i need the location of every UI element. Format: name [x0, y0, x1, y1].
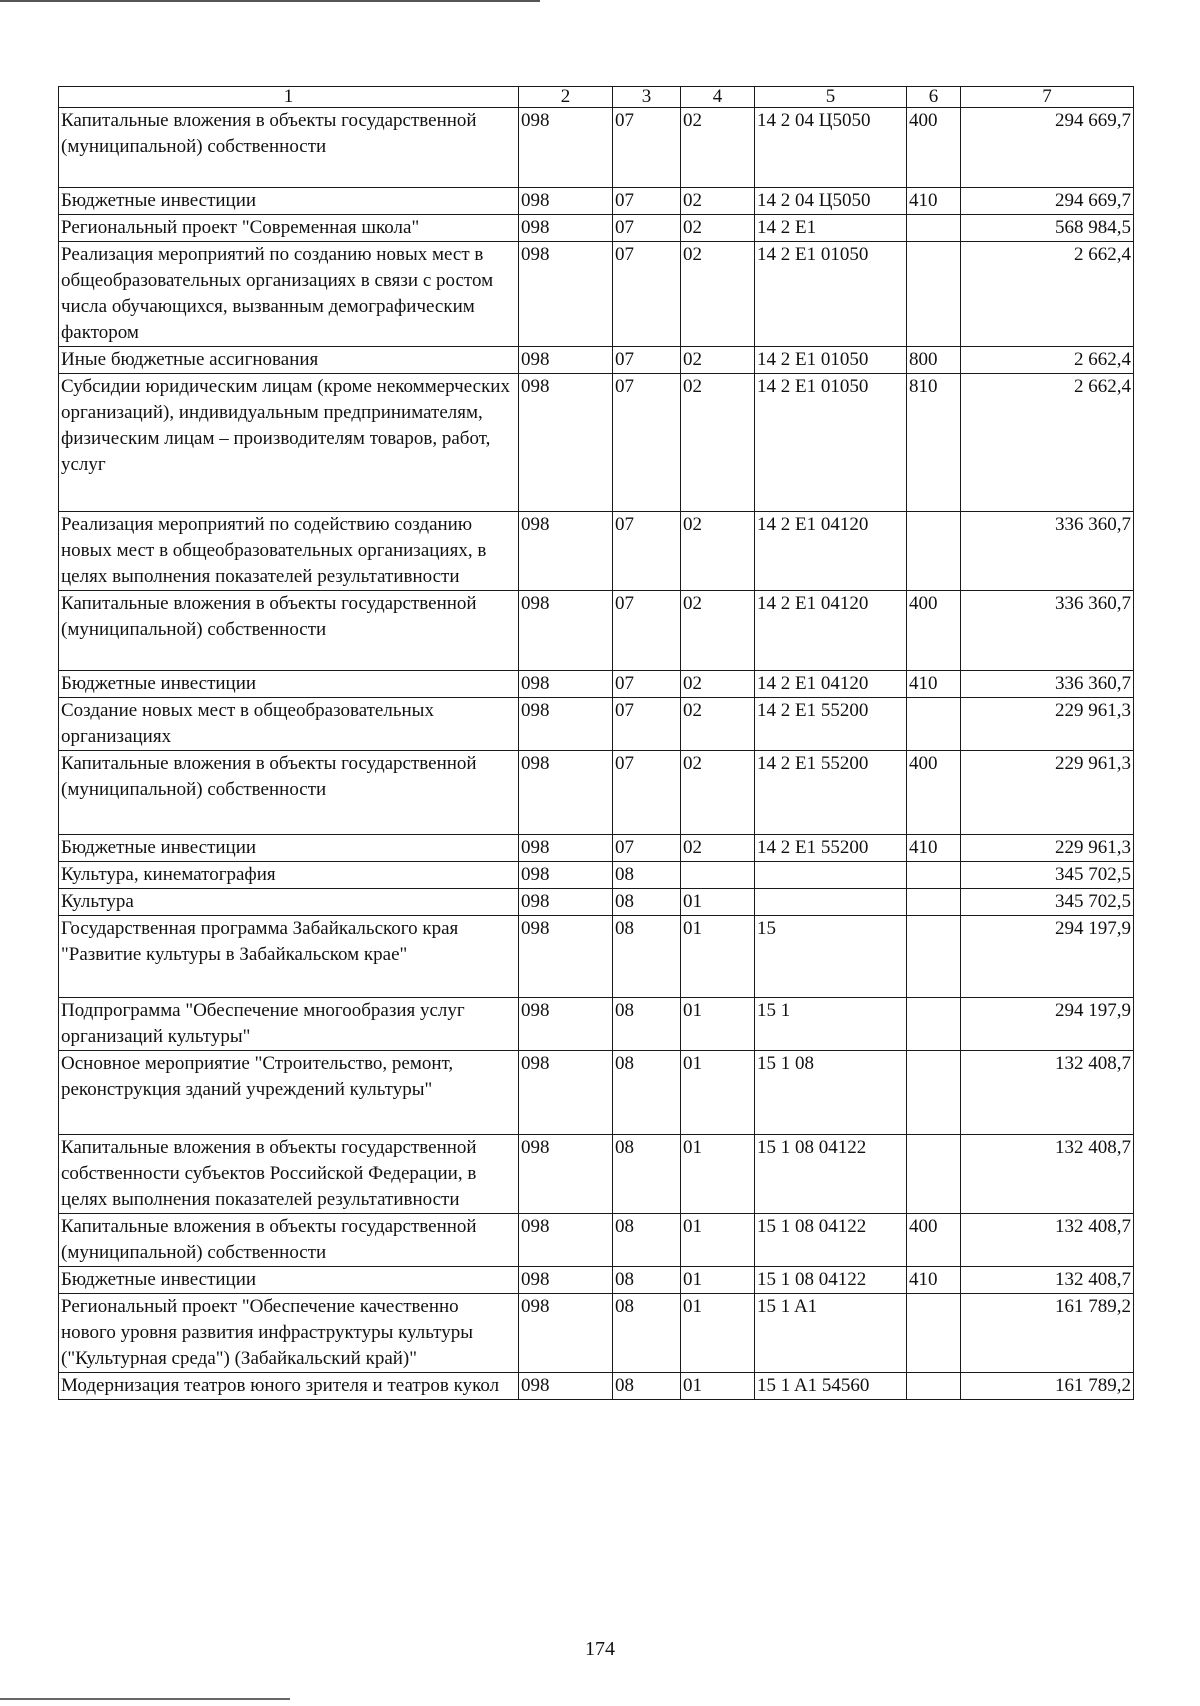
target-article-code: 14 2 E1 01050 — [755, 242, 907, 347]
section-code: 08 — [613, 998, 681, 1051]
target-article-code: 14 2 04 Ц5050 — [755, 108, 907, 188]
item-name: Государственная программа Забайкальского края "Развитие культуры в Забайкальском крае" — [59, 916, 519, 998]
item-name: Капитальные вложения в объекты государственной собственности субъектов Российской Федерации, в целях выполнения показателей результативности — [59, 1135, 519, 1214]
item-name: Бюджетные инвестиции — [59, 1267, 519, 1294]
section-code: 07 — [613, 347, 681, 374]
table-row — [59, 1294, 1134, 1373]
admin-code: 098 — [519, 1294, 613, 1373]
expense-type-code — [907, 998, 961, 1051]
subsection-code: 02 — [681, 512, 755, 591]
table-row — [59, 1267, 1134, 1294]
amount: 568 984,5 — [961, 215, 1134, 242]
expense-type-code — [907, 1373, 961, 1400]
table-row — [59, 835, 1134, 862]
table-row — [59, 188, 1134, 215]
subsection-code: 01 — [681, 1214, 755, 1267]
section-code: 07 — [613, 591, 681, 671]
subsection-code: 01 — [681, 1294, 755, 1373]
subsection-code — [681, 862, 755, 889]
section-code: 08 — [613, 1051, 681, 1135]
item-name: Бюджетные инвестиции — [59, 671, 519, 698]
amount: 229 961,3 — [961, 835, 1134, 862]
subsection-code: 02 — [681, 671, 755, 698]
subsection-code: 02 — [681, 591, 755, 671]
admin-code: 098 — [519, 374, 613, 512]
section-code: 07 — [613, 242, 681, 347]
target-article-code: 14 2 E1 55200 — [755, 835, 907, 862]
section-code: 08 — [613, 916, 681, 998]
item-name: Капитальные вложения в объекты государственной (муниципальной) собственности — [59, 591, 519, 671]
table-row — [59, 108, 1134, 188]
table-row — [59, 1373, 1134, 1400]
table-row — [59, 347, 1134, 374]
subsection-code: 01 — [681, 998, 755, 1051]
item-name: Иные бюджетные ассигнования — [59, 347, 519, 374]
amount: 294 197,9 — [961, 998, 1134, 1051]
expense-type-code: 410 — [907, 188, 961, 215]
header-row — [59, 87, 1134, 108]
admin-code: 098 — [519, 916, 613, 998]
expense-type-code — [907, 889, 961, 916]
admin-code: 098 — [519, 591, 613, 671]
item-name: Культура, кинематография — [59, 862, 519, 889]
target-article-code: 14 2 E1 55200 — [755, 698, 907, 751]
section-code: 08 — [613, 1214, 681, 1267]
table-row — [59, 512, 1134, 591]
expense-type-code: 400 — [907, 1214, 961, 1267]
item-name: Капитальные вложения в объекты государственной (муниципальной) собственности — [59, 108, 519, 188]
expense-type-code: 410 — [907, 1267, 961, 1294]
scan-border-bottom — [0, 1698, 290, 1700]
subsection-code: 02 — [681, 751, 755, 835]
item-name: Субсидии юридическим лицам (кроме некоммерческих организаций), индивидуальным предпринимателям, физическим лицам – производителям товаров, работ, услуг — [59, 374, 519, 512]
expense-type-code: 810 — [907, 374, 961, 512]
expense-type-code: 800 — [907, 347, 961, 374]
amount: 294 669,7 — [961, 108, 1134, 188]
item-name: Бюджетные инвестиции — [59, 835, 519, 862]
amount: 336 360,7 — [961, 671, 1134, 698]
admin-code: 098 — [519, 835, 613, 862]
admin-code: 098 — [519, 347, 613, 374]
admin-code: 098 — [519, 242, 613, 347]
section-code: 07 — [613, 108, 681, 188]
amount: 229 961,3 — [961, 751, 1134, 835]
admin-code: 098 — [519, 751, 613, 835]
expense-type-code — [907, 698, 961, 751]
amount: 2 662,4 — [961, 347, 1134, 374]
subsection-code: 02 — [681, 835, 755, 862]
column-header: 1 — [59, 87, 519, 108]
section-code: 07 — [613, 215, 681, 242]
amount: 132 408,7 — [961, 1051, 1134, 1135]
table-row — [59, 751, 1134, 835]
target-article-code: 14 2 E1 04120 — [755, 512, 907, 591]
amount: 161 789,2 — [961, 1373, 1134, 1400]
target-article-code: 14 2 E1 01050 — [755, 374, 907, 512]
table-row — [59, 916, 1134, 998]
section-code: 07 — [613, 512, 681, 591]
subsection-code: 02 — [681, 698, 755, 751]
target-article-code: 14 2 E1 55200 — [755, 751, 907, 835]
admin-code: 098 — [519, 1135, 613, 1214]
target-article-code: 15 1 08 04122 — [755, 1214, 907, 1267]
item-name: Создание новых мест в общеобразовательных организациях — [59, 698, 519, 751]
table-row — [59, 374, 1134, 512]
amount: 294 669,7 — [961, 188, 1134, 215]
amount: 132 408,7 — [961, 1214, 1134, 1267]
expense-type-code — [907, 215, 961, 242]
subsection-code: 01 — [681, 1267, 755, 1294]
table-row — [59, 1214, 1134, 1267]
expense-type-code: 400 — [907, 591, 961, 671]
subsection-code: 01 — [681, 1051, 755, 1135]
admin-code: 098 — [519, 889, 613, 916]
table-row — [59, 698, 1134, 751]
section-code: 07 — [613, 751, 681, 835]
item-name: Капитальные вложения в объекты государственной (муниципальной) собственности — [59, 751, 519, 835]
amount: 294 197,9 — [961, 916, 1134, 998]
target-article-code: 14 2 04 Ц5050 — [755, 188, 907, 215]
section-code: 08 — [613, 1135, 681, 1214]
target-article-code: 15 1 08 04122 — [755, 1267, 907, 1294]
item-name: Региональный проект "Обеспечение качественно нового уровня развития инфраструктуры культуры ("Культурная среда") (Забайкальский край)" — [59, 1294, 519, 1373]
table-row — [59, 591, 1134, 671]
item-name: Реализация мероприятий по содействию созданию новых мест в общеобразовательных организациях, в целях выполнения показателей результативности — [59, 512, 519, 591]
amount: 161 789,2 — [961, 1294, 1134, 1373]
section-code: 07 — [613, 671, 681, 698]
subsection-code: 02 — [681, 374, 755, 512]
column-header: 6 — [907, 87, 961, 108]
item-name: Основное мероприятие "Строительство, ремонт, реконструкция зданий учреждений культуры" — [59, 1051, 519, 1135]
section-code: 08 — [613, 1267, 681, 1294]
admin-code: 098 — [519, 1051, 613, 1135]
amount: 336 360,7 — [961, 591, 1134, 671]
amount: 336 360,7 — [961, 512, 1134, 591]
subsection-code: 02 — [681, 188, 755, 215]
expense-type-code — [907, 1051, 961, 1135]
section-code: 08 — [613, 862, 681, 889]
table-row — [59, 1051, 1134, 1135]
target-article-code — [755, 862, 907, 889]
table-row — [59, 862, 1134, 889]
admin-code: 098 — [519, 862, 613, 889]
admin-code: 098 — [519, 698, 613, 751]
column-header: 7 — [961, 87, 1134, 108]
table-row — [59, 215, 1134, 242]
item-name: Реализация мероприятий по созданию новых мест в общеобразовательных организациях в связи с ростом числа обучающихся, вызванным демографическим фактором — [59, 242, 519, 347]
table-row — [59, 242, 1134, 347]
section-code: 08 — [613, 1294, 681, 1373]
column-header: 3 — [613, 87, 681, 108]
target-article-code: 14 2 E1 04120 — [755, 591, 907, 671]
amount: 132 408,7 — [961, 1267, 1134, 1294]
admin-code: 098 — [519, 108, 613, 188]
amount: 345 702,5 — [961, 889, 1134, 916]
amount: 2 662,4 — [961, 374, 1134, 512]
expense-type-code — [907, 1294, 961, 1373]
admin-code: 098 — [519, 1373, 613, 1400]
target-article-code: 15 — [755, 916, 907, 998]
target-article-code: 15 1 A1 — [755, 1294, 907, 1373]
admin-code: 098 — [519, 512, 613, 591]
admin-code: 098 — [519, 1214, 613, 1267]
table-row — [59, 998, 1134, 1051]
section-code: 08 — [613, 1373, 681, 1400]
item-name: Модернизация театров юного зрителя и театров кукол — [59, 1373, 519, 1400]
expense-type-code — [907, 242, 961, 347]
budget-table — [58, 86, 1134, 1400]
section-code: 08 — [613, 889, 681, 916]
table-row — [59, 671, 1134, 698]
admin-code: 098 — [519, 1267, 613, 1294]
amount: 132 408,7 — [961, 1135, 1134, 1214]
section-code: 07 — [613, 374, 681, 512]
section-code: 07 — [613, 835, 681, 862]
target-article-code: 14 2 E1 01050 — [755, 347, 907, 374]
subsection-code: 02 — [681, 215, 755, 242]
expense-type-code — [907, 1135, 961, 1214]
target-article-code: 15 1 A1 54560 — [755, 1373, 907, 1400]
expense-type-code: 400 — [907, 108, 961, 188]
admin-code: 098 — [519, 998, 613, 1051]
amount: 345 702,5 — [961, 862, 1134, 889]
section-code: 07 — [613, 188, 681, 215]
item-name: Капитальные вложения в объекты государственной (муниципальной) собственности — [59, 1214, 519, 1267]
target-article-code: 14 2 E1 — [755, 215, 907, 242]
column-header: 4 — [681, 87, 755, 108]
amount: 2 662,4 — [961, 242, 1134, 347]
admin-code: 098 — [519, 188, 613, 215]
subsection-code: 02 — [681, 108, 755, 188]
subsection-code: 01 — [681, 916, 755, 998]
subsection-code: 01 — [681, 1373, 755, 1400]
expense-type-code — [907, 862, 961, 889]
item-name: Бюджетные инвестиции — [59, 188, 519, 215]
table-row — [59, 1135, 1134, 1214]
item-name: Региональный проект "Современная школа" — [59, 215, 519, 242]
admin-code: 098 — [519, 215, 613, 242]
target-article-code — [755, 889, 907, 916]
expense-type-code: 400 — [907, 751, 961, 835]
expense-type-code: 410 — [907, 835, 961, 862]
target-article-code: 15 1 — [755, 998, 907, 1051]
column-header: 2 — [519, 87, 613, 108]
subsection-code: 02 — [681, 347, 755, 374]
subsection-code: 01 — [681, 1135, 755, 1214]
section-code: 07 — [613, 698, 681, 751]
item-name: Культура — [59, 889, 519, 916]
amount: 229 961,3 — [961, 698, 1134, 751]
expense-type-code — [907, 916, 961, 998]
column-header: 5 — [755, 87, 907, 108]
target-article-code: 15 1 08 04122 — [755, 1135, 907, 1214]
page-number: 174 — [585, 1638, 615, 1660]
target-article-code: 15 1 08 — [755, 1051, 907, 1135]
scan-border-top — [0, 0, 540, 2]
admin-code: 098 — [519, 671, 613, 698]
table-row — [59, 889, 1134, 916]
target-article-code: 14 2 E1 04120 — [755, 671, 907, 698]
subsection-code: 01 — [681, 889, 755, 916]
item-name: Подпрограмма "Обеспечение многообразия услуг организаций культуры" — [59, 998, 519, 1051]
subsection-code: 02 — [681, 242, 755, 347]
expense-type-code — [907, 512, 961, 591]
expense-type-code: 410 — [907, 671, 961, 698]
